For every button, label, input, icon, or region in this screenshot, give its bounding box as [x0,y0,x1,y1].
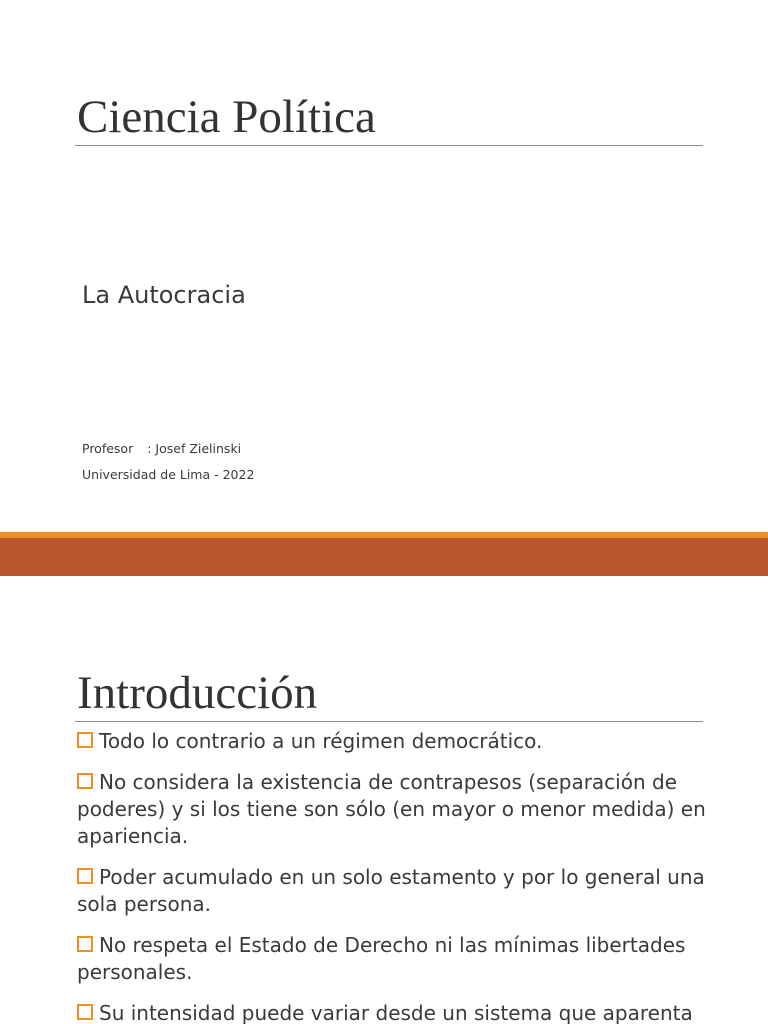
checkbox-bullet-icon [77,936,93,952]
bullet-text: Todo lo contrario a un régimen democrático. [99,729,543,753]
list-item [77,864,717,918]
list-item [77,1000,717,1024]
professor-line [82,441,241,456]
checkbox-bullet-icon [77,732,93,748]
bullet-text: No respeta el Estado de Derecho ni las mínimas libertades personales. [77,933,686,984]
title-divider [75,721,703,722]
professor-name: : Josef Zielinski [147,441,242,456]
university-line: Universidad de Lima - 2022 [82,467,255,482]
bullet-text: Su intensidad puede variar desde un sistema que aparenta [99,1001,693,1024]
footer-bar [0,538,768,576]
bullet-text: No considera la existencia de contrapesos (separación de poderes) y si los tiene son sólo (en mayor o menor medida) en apariencia. [77,770,706,848]
checkbox-bullet-icon [77,1004,93,1020]
list-item [77,932,717,986]
bullet-list [77,728,717,1024]
title-divider [75,145,703,146]
list-item [77,728,717,755]
bullet-text: Poder acumulado en un solo estamento y por lo general una sola persona. [77,865,705,916]
slide-title-heading: Ciencia Política [77,91,376,143]
checkbox-bullet-icon [77,773,93,789]
list-item [77,769,717,850]
professor-label: Profesor [82,441,134,456]
checkbox-bullet-icon [77,868,93,884]
slide-subtitle: La Autocracia [82,281,246,309]
slide-intro-heading: Introducción [77,667,318,719]
slide-introduction [0,576,768,1024]
